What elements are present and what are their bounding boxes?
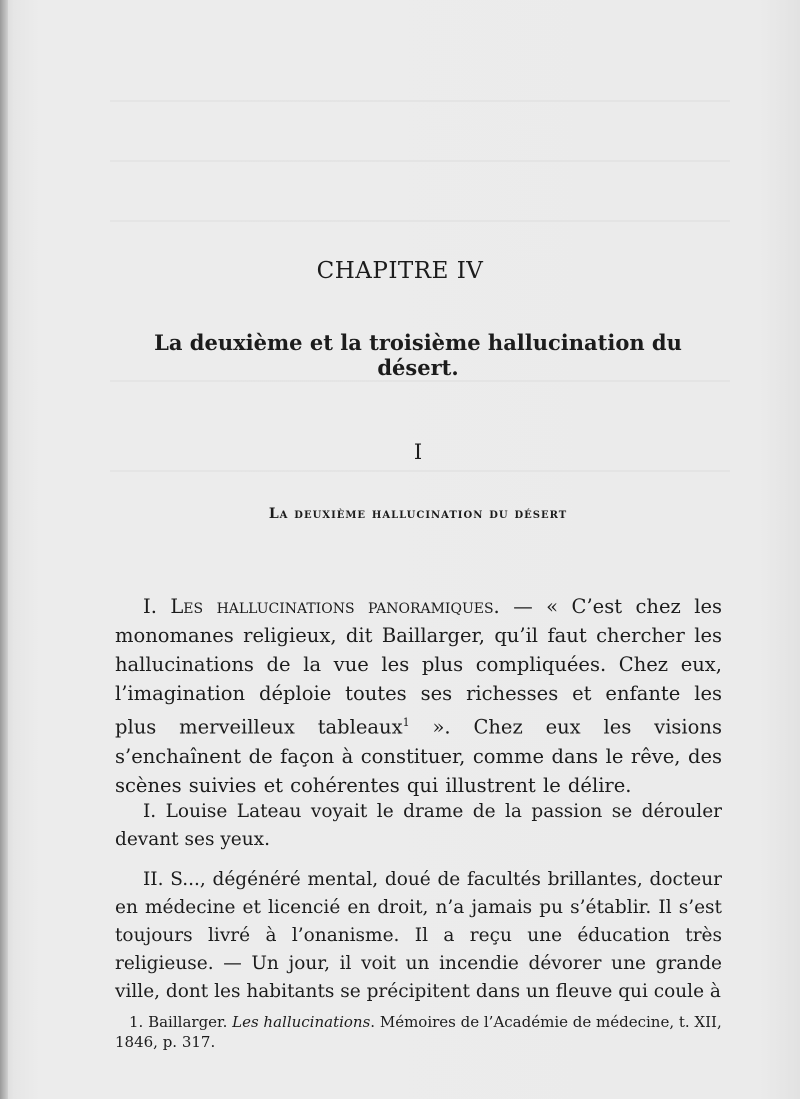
case-observation-2 — [115, 866, 722, 1006]
paragraph-number: I. — [143, 595, 171, 618]
paragraph-text: — « C’est chez les monomanes religieux, dit Baillarger, qu’il faut chercher les hallucinations de la vue les plus compliquées. Chez eux, l’imagination déploie toutes ses richesses et enfante les plus merveilleux tableaux — [115, 595, 722, 739]
paragraph-hallucinations-panoramiques — [115, 592, 722, 800]
footnote-reference: 1 — [402, 716, 410, 729]
footnote-number: 1. — [129, 1013, 149, 1031]
chapter-title: CHAPITRE IV — [316, 258, 484, 284]
bleed-through-line — [110, 160, 730, 162]
case-observation-1 — [115, 798, 722, 854]
footnote-work-title: Les hallucinations — [232, 1013, 371, 1031]
footnote-author: Baillarger. — [148, 1013, 233, 1031]
chapter-subtitle: La deuxième et la troisième hallucination du désert. — [154, 330, 682, 380]
paragraph-lead-title: Les hallucinations panoramiques. — [170, 595, 500, 618]
section-heading: La deuxième hallucination du désert — [268, 506, 568, 522]
case-text: I. Louise Lateau voyait le drame de la passion se dérouler devant ses yeux. — [115, 801, 722, 850]
bleed-through-line — [110, 470, 730, 472]
footnote — [115, 1012, 722, 1052]
bleed-through-line — [110, 100, 730, 102]
case-text: II. S..., dégénéré mental, doué de facultés brillantes, docteur en médecine et licencié en droit, n’a jamais pu s’établir. Il s’est toujours livré à l’onanisme. Il a reçu une éducation très religieuse. — Un jour, il voit un incendie dévorer une grande ville, dont les habitants se précipitent dans un fleuve qui coule à — [115, 869, 722, 1002]
paragraph-text-continued: ». Chez eux les visions s’enchaînent de façon à constituer, comme dans le rêve, des scènes suivies et cohérentes qui illustrent le délire. — [115, 715, 722, 797]
bleed-through-line — [110, 380, 730, 382]
section-numeral: I — [413, 440, 423, 464]
footnote-citation: . Mémoires de l’Académie de médecine, t. XII, 1846, p. 317. — [115, 1013, 722, 1051]
binding-shadow — [0, 0, 8, 1099]
bleed-through-line — [110, 220, 730, 222]
